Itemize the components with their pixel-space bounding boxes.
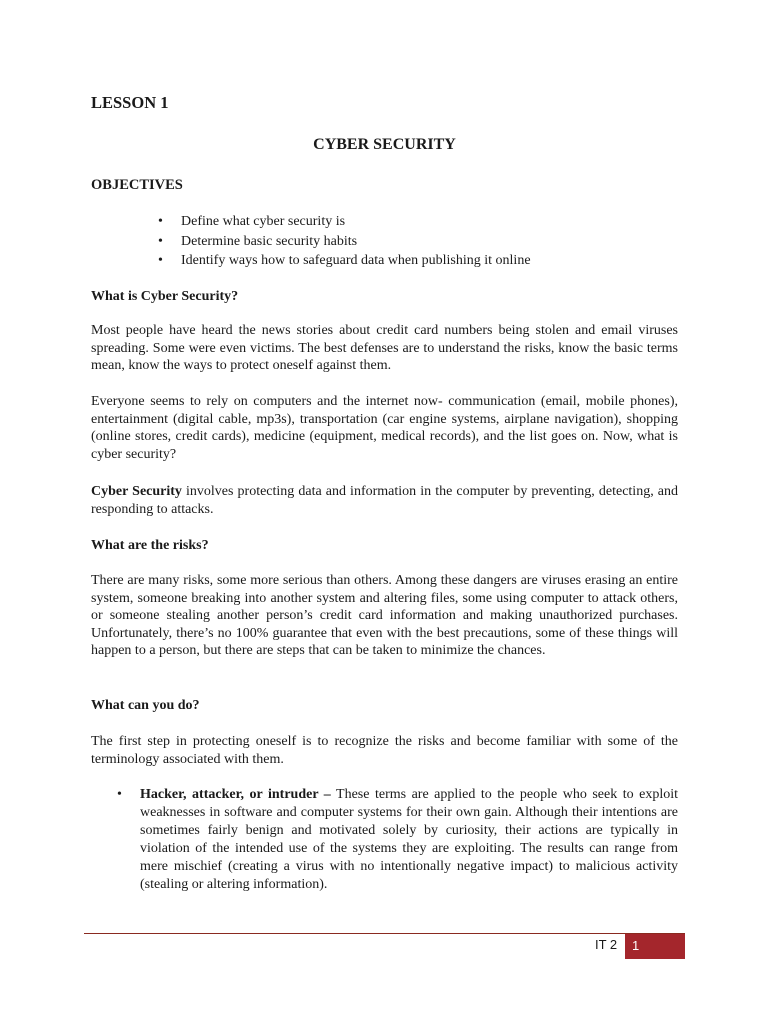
paragraph-risks: There are many risks, some more serious than others. Among these dangers are viruses erasing an entire system, someone breaking into another system and altering files, some using computer to attack others, or someone stealing another person’s credit card information and making unauthorized purchases. Unfortunately, there’s no 100% guarantee that even with the best precautions, some of these things will happen to a person, but there are steps that can be taken to minimize the chances. bbox=[91, 573, 678, 658]
lesson-label: LESSON 1 bbox=[91, 93, 169, 112]
section-heading-what-is: What is Cyber Security? bbox=[91, 289, 239, 304]
footer-divider bbox=[84, 933, 685, 934]
objectives-heading: OBJECTIVES bbox=[91, 177, 183, 193]
objective-item: • Define what cyber security is bbox=[150, 212, 531, 232]
paragraph-what-is-2: Everyone seems to rely on computers and the internet now- communication (email, mobile phones), entertainment (digital cable, mp3s), transportation (car engine systems, airplane navigation), shopping (online stores, credit cards), medicine (equipment, medical records), and the list goes on. Now, what is cyber security? bbox=[91, 394, 678, 462]
definition-text: involves protecting data and information in the computer by preventing, detecting, and responding to attacks. bbox=[91, 484, 678, 517]
term-definition: These terms are applied to the people who seek to exploit weaknesses in software and computer systems for their own gain. Although their intentions are sometimes fairly benign and motivated solely by curiosity, their actions are typically in violation of the intended use of the systems they are exploiting. The results can range from mere mischief (creating a virus with no intentionally negative impact) to malicious activity (stealing or altering information). bbox=[140, 787, 678, 892]
paragraph-can-do: The first step in protecting oneself is to recognize the risks and become familiar with some of the terminology associated with them. bbox=[91, 734, 678, 767]
page-title: CYBER SECURITY bbox=[313, 136, 456, 153]
term-item bbox=[110, 786, 678, 894]
term-cyber-security: Cyber Security bbox=[91, 484, 182, 499]
section-heading-risks: What are the risks? bbox=[91, 538, 209, 553]
section-heading-can-do: What can you do? bbox=[91, 698, 200, 713]
footer-page-number: 1 bbox=[625, 934, 685, 959]
objectives-list bbox=[150, 212, 531, 271]
objective-item: • Determine basic security habits bbox=[150, 232, 531, 252]
objective-item: • Identify ways how to safeguard data when publishing it online bbox=[150, 251, 531, 271]
paragraph-what-is-1: Most people have heard the news stories about credit card numbers being stolen and email viruses spreading. Some were even victims. The best defenses are to understand the risks, know the basic terms mean, know the ways to protect oneself against them. bbox=[91, 323, 678, 373]
terminology-list bbox=[110, 786, 678, 894]
footer-course-code: IT 2 bbox=[595, 937, 618, 952]
paragraph-cyber-security-definition bbox=[91, 483, 678, 518]
term-name: Hacker, attacker, or intruder – bbox=[140, 787, 331, 802]
